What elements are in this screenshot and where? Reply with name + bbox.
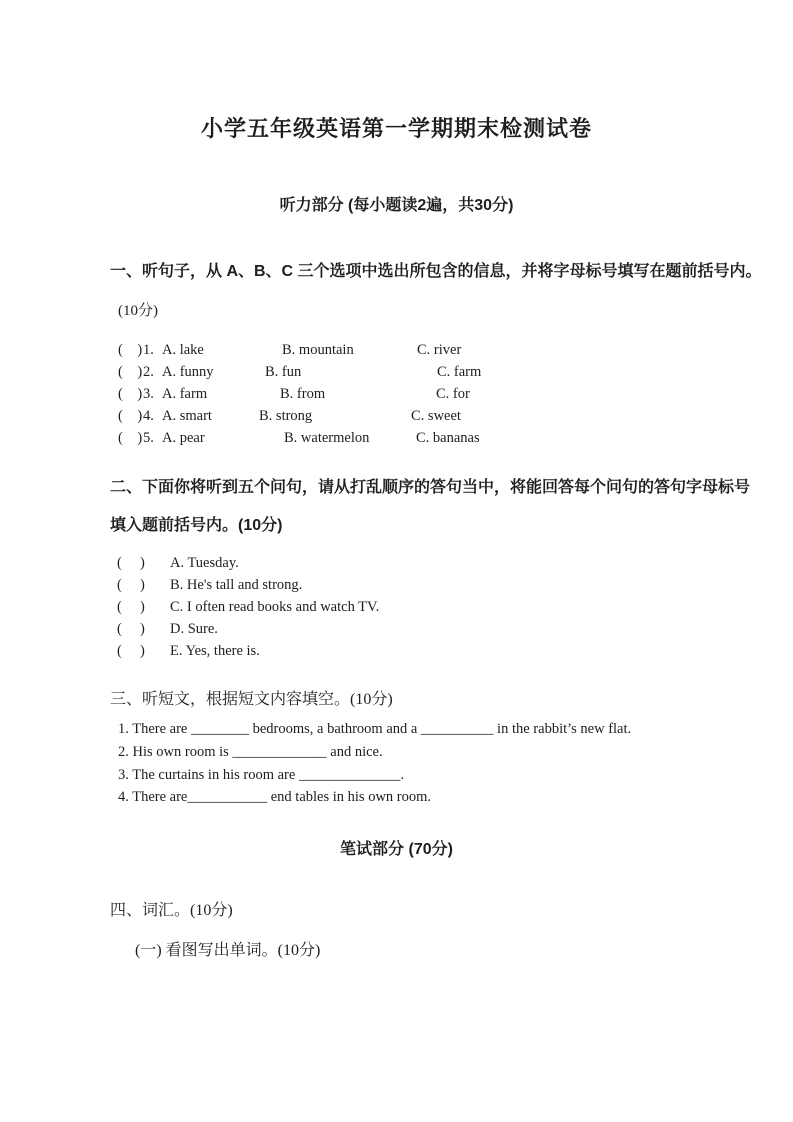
listening-match-row: [0, 641, 793, 661]
section4-heading: 四、词汇。(10分): [110, 902, 233, 919]
section2-heading-line2: 填入题前括号内。(10分): [110, 517, 283, 534]
answer-option: C. I often read books and watch TV.: [170, 599, 380, 615]
section1-score: (10分): [118, 303, 158, 319]
listening-match-row: [0, 553, 793, 573]
listening-match-row: [0, 575, 793, 595]
listening-match-row: [0, 597, 793, 617]
question-number: 4.: [143, 408, 154, 424]
answer-bracket: ( ): [117, 621, 145, 637]
question-number: 1.: [143, 342, 154, 358]
section3-heading: 三、听短文，根据短文内容填空。(10分): [110, 691, 393, 708]
option-b: B. fun: [265, 364, 302, 380]
answer-option: B. He's tall and strong.: [170, 577, 303, 593]
option-c: C. bananas: [416, 430, 480, 446]
answer-bracket: ( ): [117, 577, 145, 593]
listening-choice-row: [0, 406, 793, 426]
fill-blank-line: 1. There are ________ bedrooms, a bathroom and a __________ in the rabbit’s new flat.: [118, 721, 632, 737]
fill-blank-line: 4. There are___________ end tables in his own room.: [118, 789, 432, 805]
option-a: A. funny: [162, 364, 214, 380]
listening-choice-row: [0, 384, 793, 404]
answer-option: E. Yes, there is.: [170, 643, 260, 659]
section4-subheading: (一) 看图写出单词。(10分): [135, 942, 321, 959]
option-c: C. farm: [437, 364, 482, 380]
option-b: B. watermelon: [284, 430, 370, 446]
answer-bracket: ( ): [117, 555, 145, 571]
answer-bracket: ( ): [118, 430, 143, 446]
fill-blank-line: 3. The curtains in his room are ______________.: [118, 767, 405, 783]
answer-bracket: ( ): [118, 386, 143, 402]
listening-choice-row: [0, 362, 793, 382]
question-number: 3.: [143, 386, 154, 402]
option-a: A. lake: [162, 342, 204, 358]
listening-choice-row: [0, 428, 793, 448]
option-c: C. sweet: [411, 408, 461, 424]
option-a: A. farm: [162, 386, 208, 402]
listening-match-row: [0, 619, 793, 639]
answer-bracket: ( ): [118, 408, 143, 424]
listening-part-header: 听力部分 (每小题读2遍，共30分): [279, 197, 514, 214]
answer-bracket: ( ): [117, 599, 145, 615]
option-b: B. strong: [259, 408, 313, 424]
written-part-header: 笔试部分 (70分): [340, 841, 453, 858]
answer-bracket: ( ): [118, 364, 143, 380]
page-title: 小学五年级英语第一学期期末检测试卷: [200, 116, 592, 141]
question-number: 2.: [143, 364, 154, 380]
option-c: C. river: [417, 342, 462, 358]
option-a: A. pear: [162, 430, 205, 446]
answer-option: A. Tuesday.: [170, 555, 239, 571]
section1-heading: 一、听句子，从 A、B、C 三个选项中选出所包含的信息，并将字母标号填写在题前括号内。: [110, 263, 762, 280]
question-number: 5.: [143, 430, 154, 446]
option-b: B. mountain: [282, 342, 354, 358]
answer-bracket: ( ): [117, 643, 145, 659]
option-a: A. smart: [162, 408, 212, 424]
fill-blank-line: 2. His own room is _____________ and nice.: [118, 744, 383, 760]
section2-heading-line1: 二、下面你将听到五个问句，请从打乱顺序的答句当中，将能回答每个问句的答句字母标号: [110, 479, 751, 496]
answer-bracket: ( ): [118, 342, 143, 358]
listening-choice-row: [0, 340, 793, 360]
option-b: B. from: [280, 386, 326, 402]
option-c: C. for: [436, 386, 470, 402]
answer-option: D. Sure.: [170, 621, 218, 637]
